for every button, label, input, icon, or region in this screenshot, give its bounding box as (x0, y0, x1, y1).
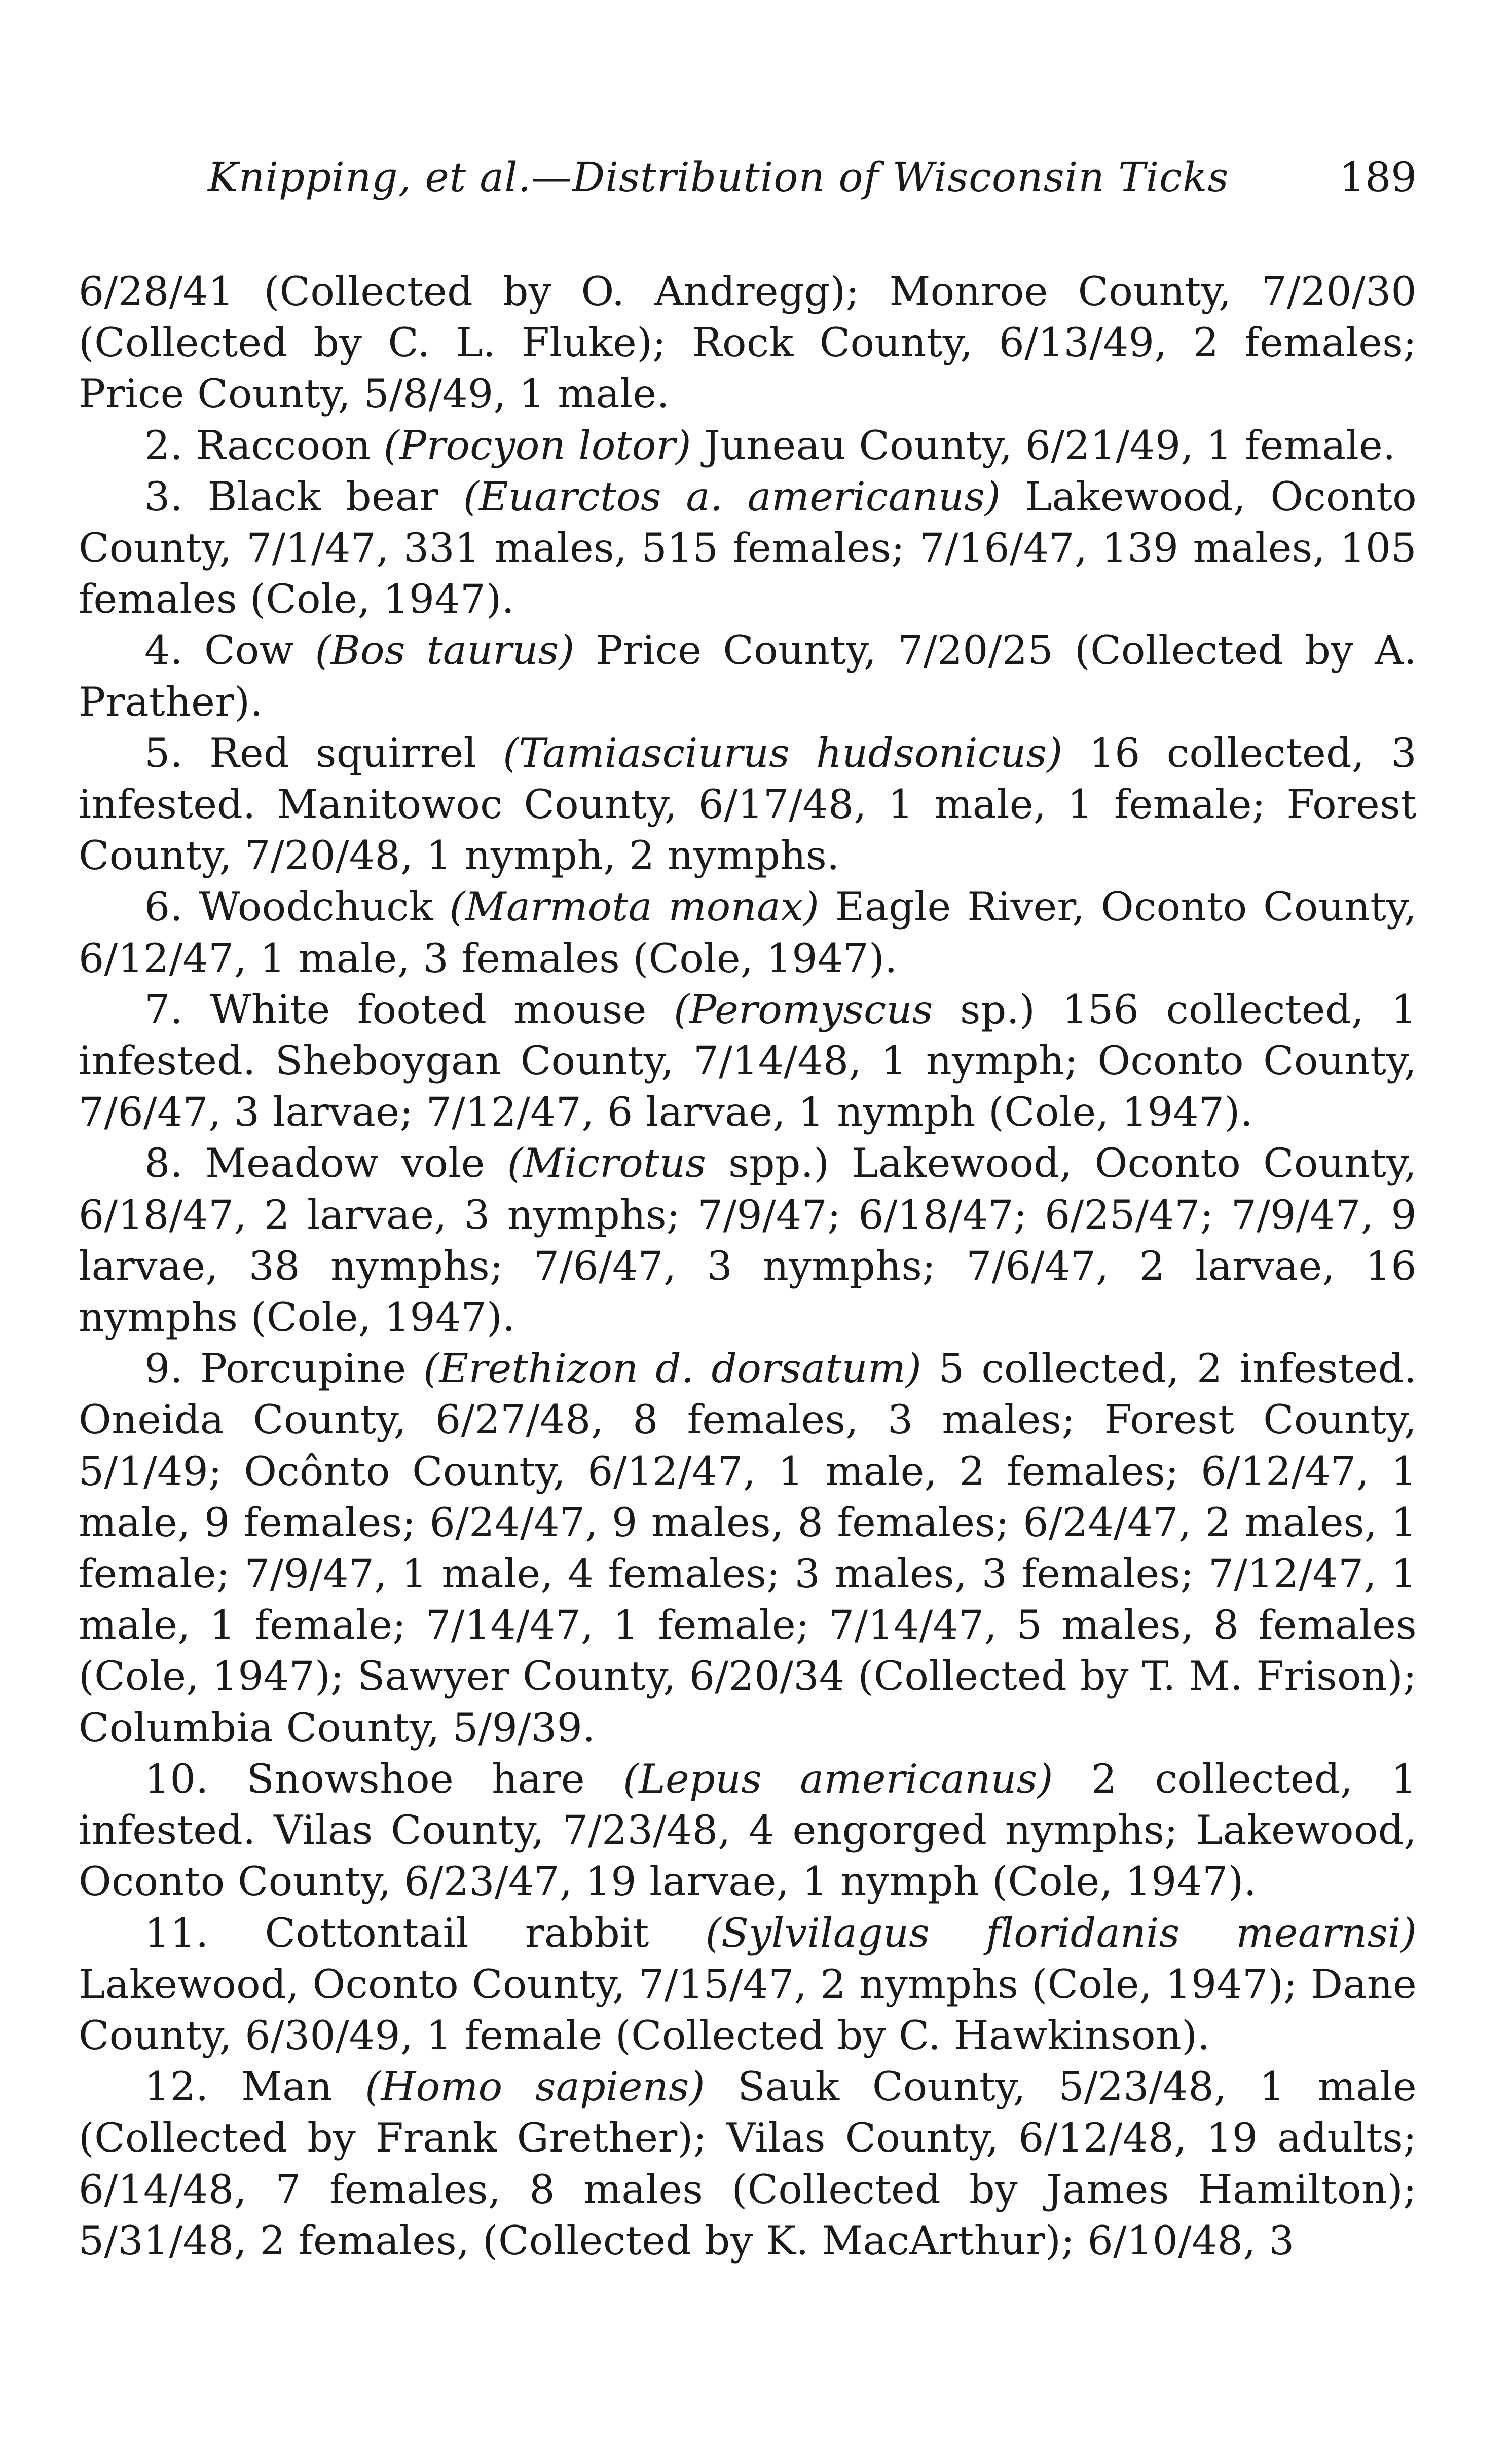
body-text (79, 266, 1417, 2267)
entry-lead: 8. Meadow vole (144, 1140, 507, 1187)
entry-details: Lakewood, Oconto County, 7/1/47, 331 males, 515 females; 7/16/47, 139 males, 105 females (Cole, 1947). (79, 473, 1417, 623)
scientific-name: (Sylvilagus floridanis mearnsi) (705, 1909, 1417, 1956)
scientific-name: (Homo sapiens) (365, 2063, 705, 2110)
entry-details: Lakewood, Oconto County, 7/15/47, 2 nymphs (Cole, 1947); Dane County, 6/30/49, 1 female (Collected by C. Hawkinson). (79, 1960, 1417, 2059)
entry-details: Eagle River, Oconto County, 6/12/47, 1 male, 3 females (Cole, 1947). (79, 883, 1417, 982)
entry-details: 16 collected, 3 infested. Manitowoc County, 6/17/48, 1 male, 1 female; Forest County, 7/20/48, 1 nymph, 2 nymphs. (79, 729, 1417, 879)
entry-lead: 3. Black bear (144, 473, 463, 520)
entry-lead: 7. White footed mouse (144, 986, 674, 1033)
scientific-name: (Peromyscus (674, 986, 933, 1033)
entry-details: 2 collected, 1 infested. Vilas County, 7/23/48, 4 engorged nymphs; Lakewood, Oconto County, 6/23/47, 19 larvae, 1 nymph (Cole, 1947). (79, 1755, 1417, 1905)
entry-lead: 6. Woodchuck (144, 883, 450, 931)
entry-lead: 10. Snowshoe hare (144, 1755, 623, 1802)
paragraph-man (79, 2061, 1417, 2267)
scientific-name: (Erethizon d. dorsatum) (423, 1345, 922, 1392)
paragraph-cow (79, 625, 1417, 727)
scientific-name: (Lepus americanus) (623, 1755, 1053, 1802)
scientific-name: (Marmota monax) (449, 883, 820, 931)
paragraph-porcupine (79, 1343, 1417, 1754)
document-page (79, 147, 1417, 2267)
paragraph-white-footed-mouse (79, 984, 1417, 1138)
paragraph-black-bear (79, 471, 1417, 625)
running-title: Knipping, et al.—Distribution of Wisconsin Ticks (208, 154, 1229, 201)
entry-details: 5 collected, 2 infested. Oneida County, 6/27/48, 8 females, 3 males; Forest County, 5/1/49; Ocônto County, 6/12/47, 1 male, 2 females; 6/12/47, 1 male, 9 females; 6/24/47, 9 males, 8 females; 6/24/47, 2 males, 1 female; 7/9/47, 1 male, 4 females; 3 males, 3 females; 7/12/47, 1 male, 1 female; 7/14/47, 1 female; 7/14/47, 5 males, 8 females (Cole, 1947); Sawyer County, 6/20/34 (Collected by T. M. Frison); Columbia County, 5/9/39. (79, 1345, 1417, 1751)
entry-lead: 4. Cow (144, 627, 315, 674)
page-header (79, 147, 1417, 213)
entry-details: Price County, 7/20/25 (Collected by A. Prather). (79, 627, 1417, 725)
entry-details: spp.) Lakewood, Oconto County, 6/18/47, 2 larvae, 3 nymphs; 7/9/47; 6/18/47; 6/25/47; 7/9/47, 9 larvae, 38 nymphs; 7/6/47, 3 nymphs; 7/6/47, 2 larvae, 16 nymphs (Cole, 1947). (79, 1140, 1417, 1341)
entry-lead: 5. Red squirrel (144, 729, 503, 776)
entry-details: Sauk County, 5/23/48, 1 male (Collected by Frank Grether); Vilas County, 6/12/48, 19 adults; 6/14/48, 7 females, 8 males (Collected by James Hamilton); 5/31/48, 2 females, (Collected by K. MacArthur); 6/10/48, 3 (79, 2063, 1417, 2264)
entry-lead: 12. Man (144, 2063, 365, 2110)
paragraph-snowshoe-hare (79, 1754, 1417, 1908)
paragraph-cottontail-rabbit (79, 1908, 1417, 2062)
paragraph-red-squirrel (79, 728, 1417, 882)
paragraph-woodchuck (79, 881, 1417, 984)
paragraph-raccoon (79, 420, 1417, 471)
entry-lead: 11. Cottontail rabbit (144, 1909, 706, 1956)
entry-details: Juneau County, 6/21/49, 1 female. (691, 422, 1396, 469)
entry-lead: 9. Porcupine (144, 1345, 424, 1392)
scientific-name: (Euarctos a. americanus) (463, 473, 1001, 520)
entry-details: sp.) 156 collected, 1 infested. Sheboygan County, 7/14/48, 1 nymph; Oconto County, 7/6/47, 3 larvae; 7/12/47, 6 larvae, 1 nymph (Cole, 1947). (79, 986, 1417, 1136)
page-number: 189 (1339, 154, 1417, 201)
entry-lead: 2. Raccoon (144, 422, 384, 469)
scientific-name: (Bos taurus) (315, 627, 575, 674)
paragraph-text: 6/28/41 (Collected by O. Andregg); Monroe County, 7/20/30 (Collected by C. L. Fluke); Rock County, 6/13/49, 2 females; Price County, 5/8/49, 1 male. (79, 268, 1417, 418)
scientific-name: (Microtus (507, 1140, 707, 1187)
scientific-name: (Procyon lotor) (383, 422, 691, 469)
paragraph-meadow-vole (79, 1138, 1417, 1343)
paragraph-continuation (79, 266, 1417, 420)
scientific-name: (Tamiasciurus hudsonicus) (503, 729, 1063, 776)
